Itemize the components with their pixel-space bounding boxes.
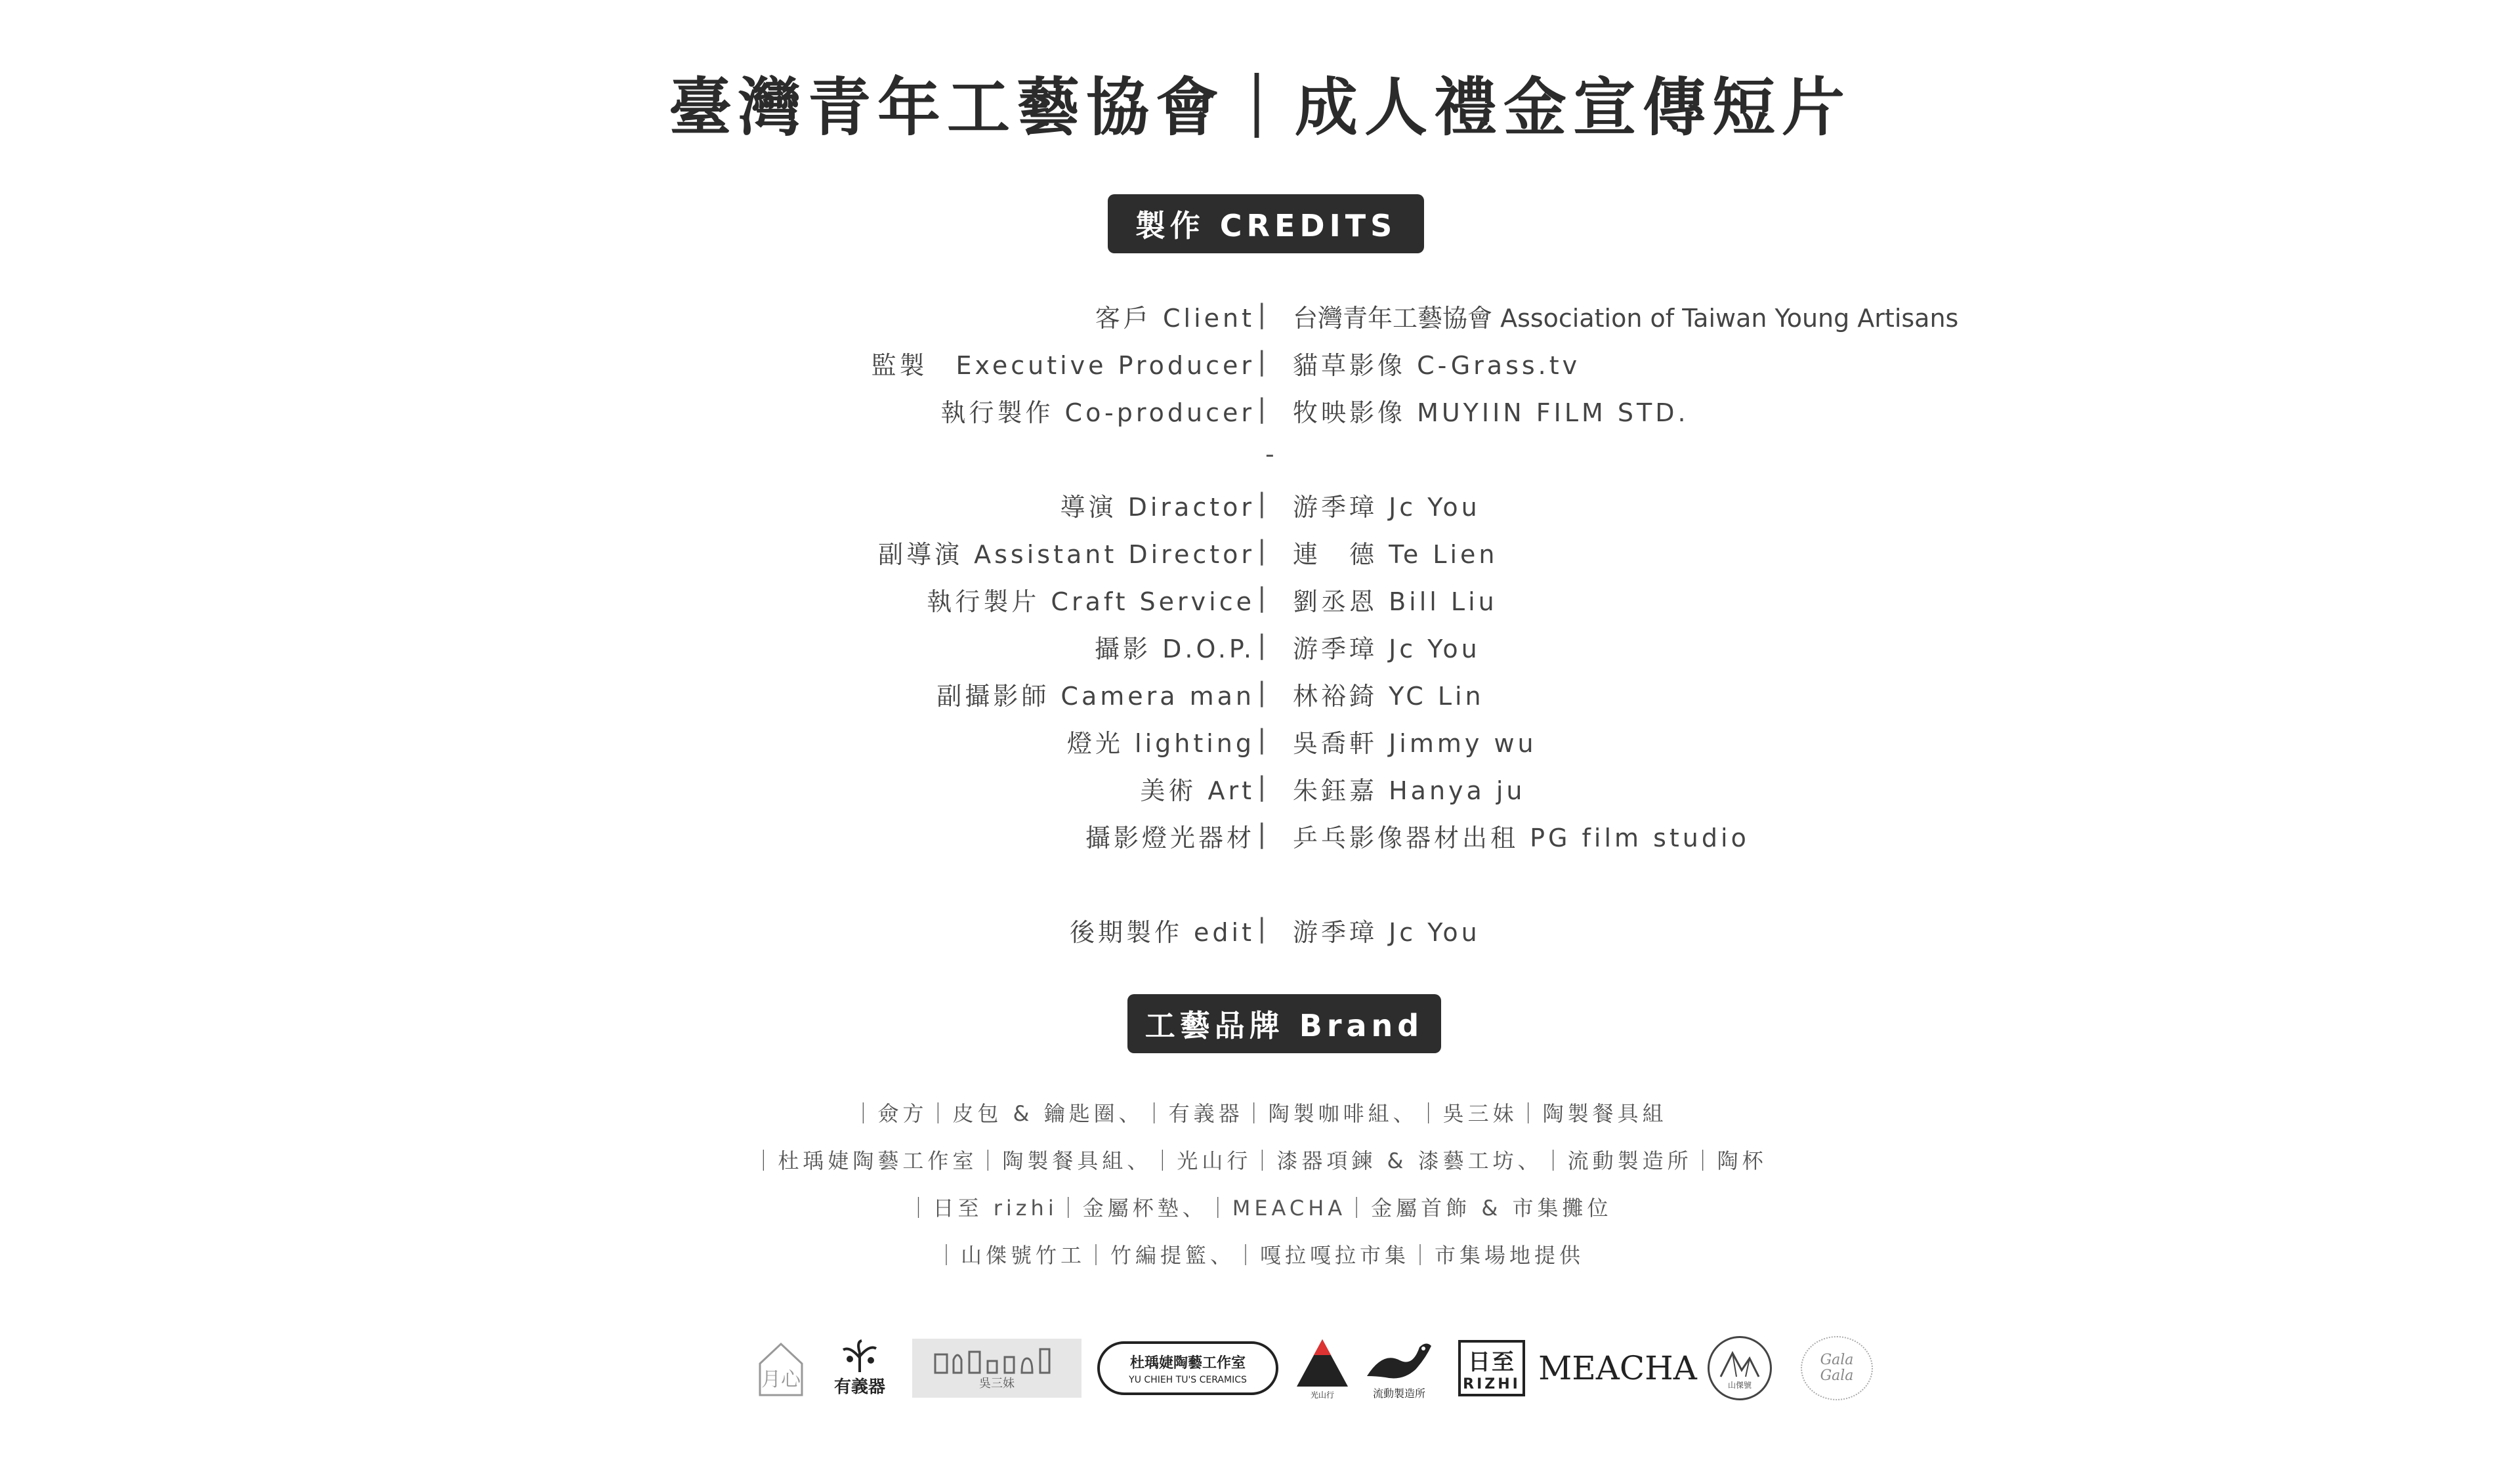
credit-role: 美術 Art (1140, 776, 1255, 805)
credit-name: 連 德 Te Lien (1293, 540, 1498, 569)
mountain-icon (1294, 1337, 1351, 1389)
rizhi-logo-en: RIZHI (1463, 1376, 1521, 1392)
divider-bar: | (1257, 630, 1267, 660)
brand-header: 工藝品牌 Brand (1127, 994, 1441, 1053)
divider-bar: | (1257, 583, 1267, 613)
galagala-logo-text: Gala Gala (1820, 1352, 1854, 1384)
credit-role: 導演 Diractor (1060, 493, 1255, 522)
brand-line: ｜山傑號竹工｜竹編提籃、｜嘎拉嘎拉市集｜市集場地提供 (935, 1243, 1584, 1268)
credit-role: 執行製片 Craft Service (927, 587, 1255, 616)
guangshan-logo (1293, 1335, 1352, 1402)
credit-row (0, 345, 2520, 391)
bamboo-icon (1717, 1347, 1763, 1379)
credit-role: 客戶 Client (1095, 304, 1255, 333)
credit-name: 吳喬軒 Jimmy wu (1293, 729, 1537, 758)
credit-row (0, 534, 2520, 580)
house-icon (755, 1337, 807, 1399)
brand-line: ｜日至 rizhi｜金屬杯墊、｜MEACHA｜金屬首飾 & 市集攤位 (908, 1196, 1612, 1221)
separator-dash: - (1265, 440, 1274, 469)
credit-name: 林裕錡 YC Lin (1293, 682, 1484, 711)
credit-name: 台灣青年工藝協會 Association of Taiwan Young Artisans (1293, 304, 1959, 333)
divider-bar: | (1257, 677, 1267, 707)
credit-role: 執行製作 Co-producer (940, 398, 1255, 427)
wave-icon (1363, 1338, 1435, 1385)
shanjie-logo-text: 山傑號 (1727, 1380, 1752, 1390)
credit-role: 後期製作 edit (1069, 918, 1255, 947)
yueyue-logo-text: 月心 (761, 1368, 801, 1391)
galagala-logo (1801, 1336, 1873, 1400)
divider-bar: | (1257, 724, 1267, 755)
divider-bar: | (1257, 299, 1267, 329)
credit-name: 朱鈺嘉 Hanya ju (1293, 776, 1526, 805)
credit-row (0, 676, 2520, 722)
divider-bar: | (1257, 535, 1267, 566)
divider-bar: | (1257, 819, 1267, 849)
page-title: 臺灣青年工藝協會｜成人禮金宣傳短片 (669, 71, 1851, 144)
credit-row (0, 392, 2520, 438)
credit-role: 副攝影師 Camera man (936, 682, 1255, 711)
credit-role: 攝影燈光器材 (1085, 824, 1255, 852)
divider-bar: | (1257, 913, 1267, 944)
credits-header: 製作 CREDITS (1108, 194, 1424, 253)
credit-row (0, 581, 2520, 627)
du-logo-cn: 杜瑀婕陶藝工作室 (1129, 1354, 1246, 1371)
divider-bar: | (1257, 346, 1267, 377)
credit-name: 游季璋 Jc You (1293, 635, 1480, 663)
shanjie-logo (1708, 1336, 1772, 1400)
credit-name: 貓草影像 C-Grass.tv (1293, 351, 1581, 380)
brand-line: ｜僉方｜皮包 & 鑰匙圈、｜有義器｜陶製咖啡組、｜吳三妹｜陶製餐具組 (852, 1101, 1668, 1126)
divider-bar: | (1257, 394, 1267, 424)
youyiqi-logo (827, 1335, 892, 1401)
meacha-logo-text: MEACHA (1538, 1349, 1697, 1387)
credit-role: 攝影 D.O.P. (1095, 635, 1255, 663)
rizhi-logo (1458, 1340, 1525, 1396)
pottery-icon (931, 1345, 1062, 1374)
liudong-logo-text: 流動製造所 (1372, 1387, 1425, 1400)
brand-logos-strip (748, 1332, 1877, 1404)
credit-row (0, 298, 2520, 344)
divider-bar: | (1257, 488, 1267, 518)
liudong-logo (1361, 1336, 1437, 1402)
credit-role: 副導演 Assistant Director (878, 540, 1255, 569)
credit-separator (0, 440, 2520, 486)
credit-row (0, 629, 2520, 675)
yueyue-logo (755, 1337, 807, 1399)
du-logo-en: YU CHIEH TU'S CERAMICS (1129, 1374, 1247, 1385)
credit-name: 乒乓影像器材出租 PG film studio (1293, 824, 1750, 852)
plant-icon (837, 1339, 883, 1373)
credit-role: 燈光 lighting (1066, 729, 1255, 758)
credit-name: 劉丞恩 Bill Liu (1293, 587, 1498, 616)
credit-role: 監製 Executive Producer (871, 351, 1255, 380)
youyiqi-logo-text: 有義器 (833, 1377, 885, 1397)
rizhi-logo-cn: 日至 (1468, 1349, 1515, 1375)
credit-name: 牧映影像 MUYIIN FILM STD. (1293, 398, 1689, 427)
credit-row (0, 723, 2520, 769)
brand-line: ｜杜瑀婕陶藝工作室｜陶製餐具組、｜光山行｜漆器項鍊 & 漆藝工坊、｜流動製造所｜陶杯 (753, 1148, 1767, 1173)
meacha-logo (1538, 1344, 1697, 1392)
du-ceramics-logo (1097, 1341, 1278, 1395)
credit-row (0, 818, 2520, 864)
credit-name: 游季璋 Jc You (1293, 493, 1480, 522)
guangshan-logo-text: 光山行 (1310, 1390, 1334, 1400)
credit-row (0, 487, 2520, 533)
credit-row (0, 912, 2520, 958)
divider-bar: | (1257, 772, 1267, 802)
credit-row (0, 770, 2520, 816)
wusanmei-logo (912, 1339, 1082, 1398)
wusanmei-logo-text: 吳三妹 (979, 1377, 1015, 1391)
credit-name: 游季璋 Jc You (1293, 918, 1480, 947)
